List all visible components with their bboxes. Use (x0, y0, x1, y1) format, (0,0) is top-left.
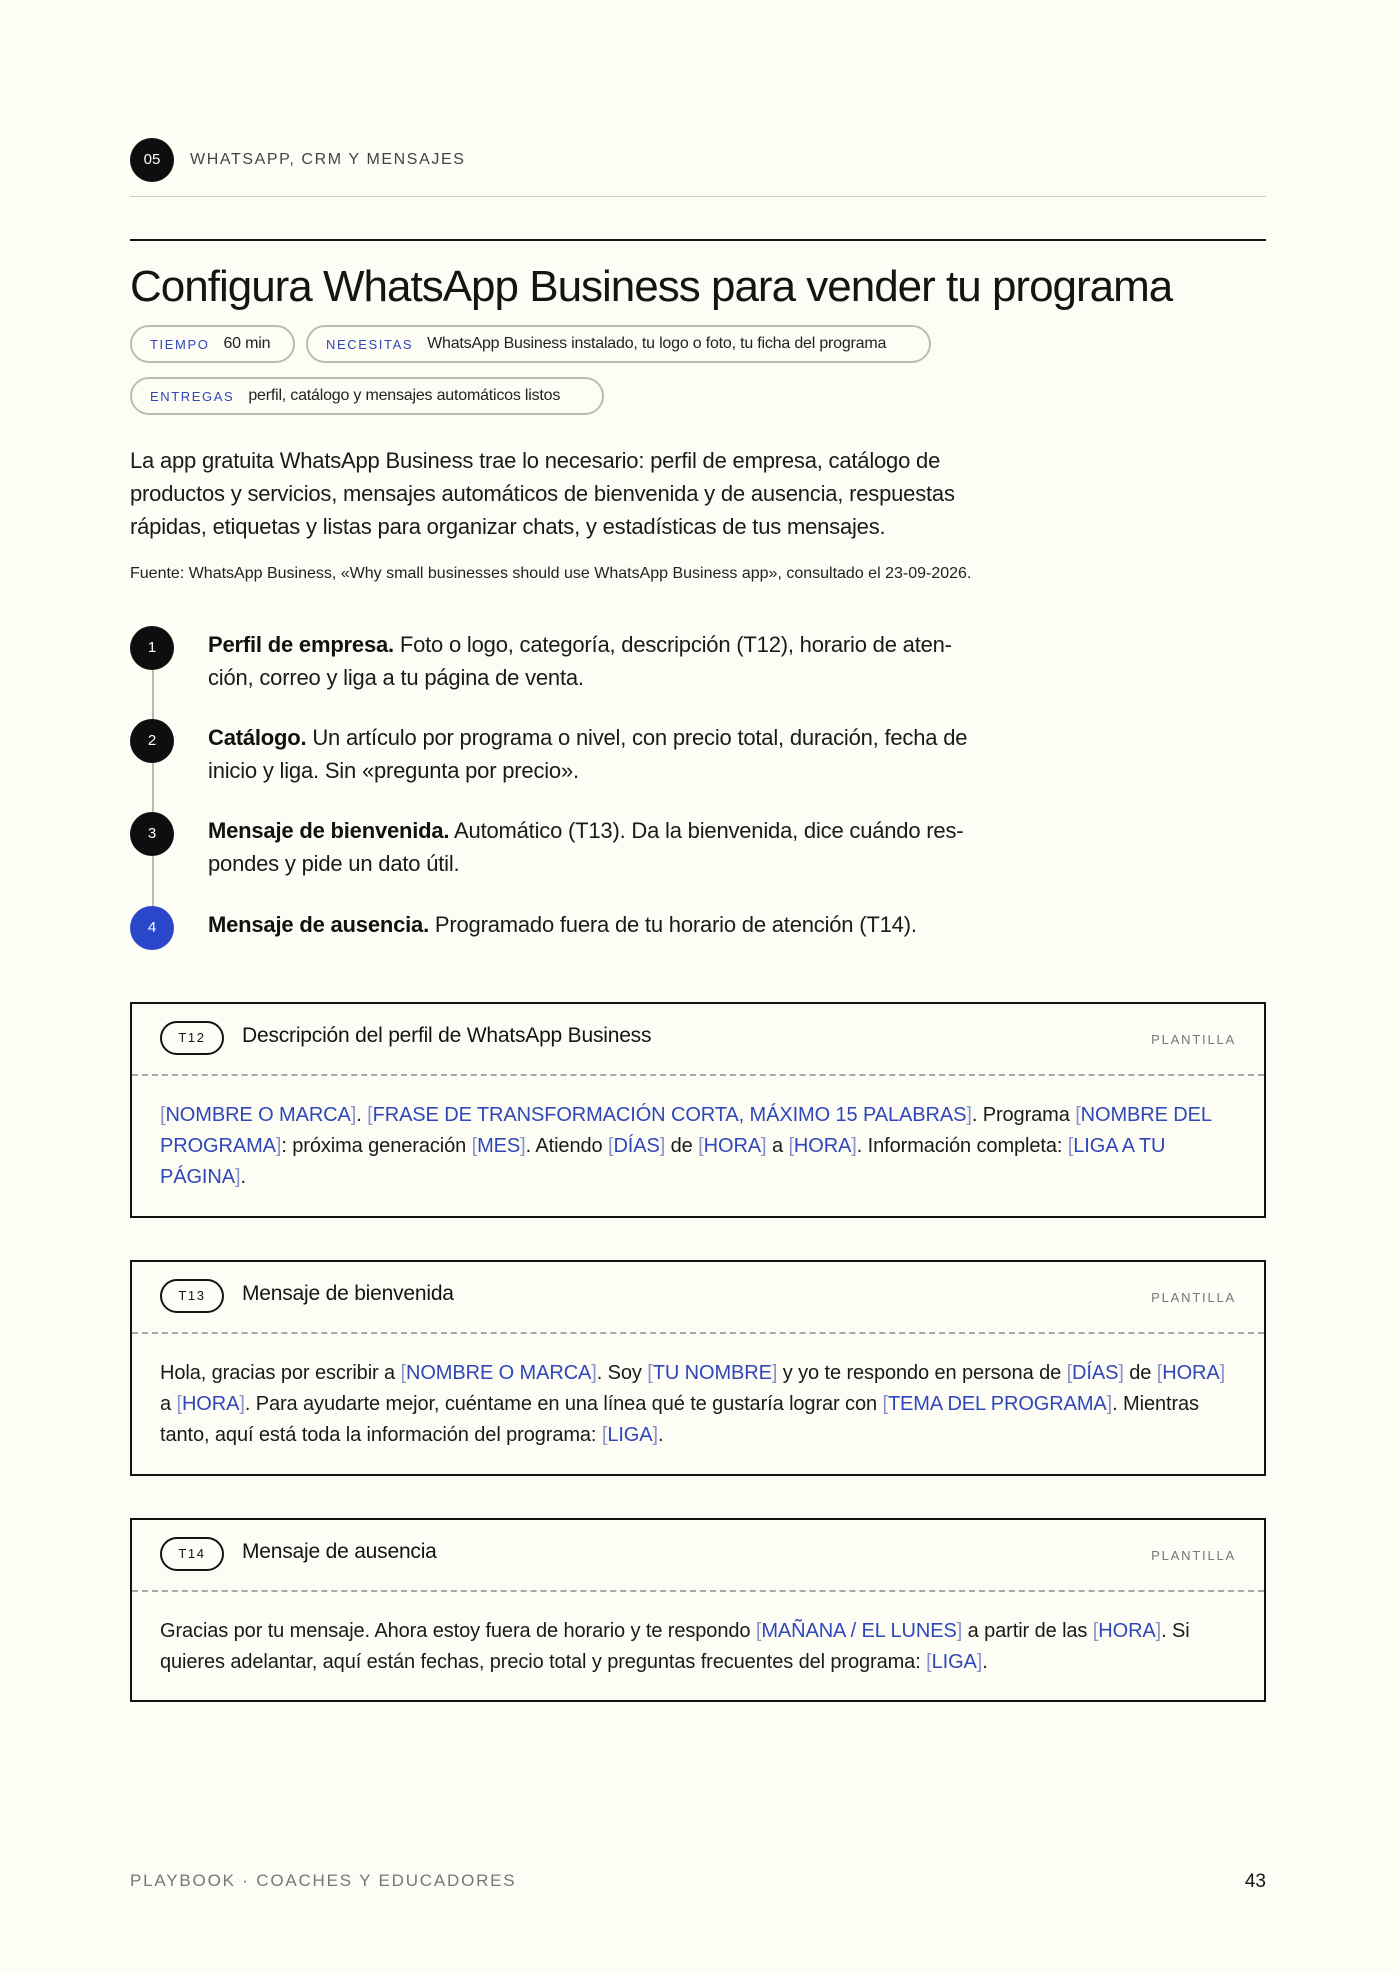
step-title: Perfil de empresa. (208, 632, 394, 657)
template-text: a (766, 1135, 789, 1157)
placeholder: [FRASE DE TRANSFORMACIÓN CORTA, MÁXIMO 15 PALABRAS] (367, 1104, 972, 1126)
section-header (130, 138, 1266, 197)
template-text: de (1123, 1362, 1157, 1384)
template-box-t12 (130, 1002, 1266, 1218)
template-text: Gracias por tu mensaje. Ahora estoy fuera de horario y te respondo (160, 1620, 756, 1642)
page-number: 43 (1244, 1871, 1266, 1892)
template-text: . Si quieres adelantar, aquí están fechas, precio total y preguntas frecuentes del programa: (160, 1620, 1190, 1673)
placeholder: [TEMA DEL PROGRAMA] (882, 1393, 1113, 1415)
step-text (208, 814, 990, 880)
template-body (132, 1334, 1264, 1451)
step-description: Programado fuera de tu horario de atención (T14). (429, 912, 917, 937)
template-text: . (356, 1104, 368, 1126)
step-text (208, 908, 990, 941)
step-number: 3 (130, 812, 174, 856)
meta-value: perfil, catálogo y mensajes automáticos listos (248, 387, 561, 404)
step-number: 4 (130, 906, 174, 950)
template-text: . Para ayudarte mejor, cuéntame en una línea qué te gustaría lograr con (244, 1393, 883, 1415)
template-body (132, 1076, 1264, 1193)
placeholder: [HORA] (1092, 1620, 1162, 1642)
intro-paragraph: La app gratuita WhatsApp Business trae lo necesario: perfil de empresa, catálogo de productos y servicios, mensajes automáticos de bienvenida y de ausencia, respuestas rápidas, etiquetas y listas para organizar chats, y estadísticas de tus mensajes. (130, 448, 955, 539)
placeholder: [DÍAS] (607, 1135, 666, 1157)
step-description: Foto o logo, categoría, descripción (T12), horario de aten-ción, correo y liga a tu página de venta. (208, 632, 952, 690)
template-text: . (982, 1651, 988, 1673)
template-title: Mensaje de bienvenida (242, 1282, 454, 1305)
placeholder: [NOMBRE O MARCA] (160, 1104, 357, 1126)
placeholder: [HORA] (176, 1393, 245, 1415)
step-title: Mensaje de bienvenida. (208, 818, 450, 843)
placeholder: [HORA] (1156, 1362, 1226, 1384)
placeholder: [TU NOMBRE] (647, 1362, 778, 1384)
step-number: 2 (130, 719, 174, 763)
footer-label: PLAYBOOK · COACHES Y EDUCADORES (130, 1871, 517, 1890)
template-title: Mensaje de ausencia (242, 1540, 437, 1563)
template-tag: PLANTILLA (1151, 1548, 1236, 1563)
step-description: Un artículo por programa o nivel, con precio total, duración, fecha de inicio y liga. Sin «pregunta por precio». (208, 725, 968, 783)
template-body (132, 1592, 1264, 1678)
placeholder: [LIGA] (926, 1651, 983, 1673)
template-text: Hola, gracias por escribir a (160, 1362, 401, 1384)
template-text: y yo te respondo en persona de (777, 1362, 1067, 1384)
template-header (132, 1520, 1264, 1592)
step-title: Mensaje de ausencia. (208, 912, 429, 937)
placeholder: [NOMBRE DEL PROGRAMA] (160, 1104, 1212, 1157)
template-text: . Atiendo (525, 1135, 608, 1157)
template-box-t13 (130, 1260, 1266, 1476)
template-box-t14 (130, 1518, 1266, 1702)
template-code: T13 (160, 1279, 224, 1313)
meta-pill-tiempo (130, 325, 295, 363)
step-title: Catálogo. (208, 725, 307, 750)
meta-pill-entregas (130, 377, 604, 415)
placeholder: [HORA] (698, 1135, 767, 1157)
template-text: . (657, 1424, 664, 1446)
step-text (208, 721, 990, 787)
template-text: . Información completa: (856, 1135, 1068, 1157)
divider (130, 239, 1266, 241)
section-number-badge: 05 (130, 138, 174, 182)
template-text: de (665, 1135, 699, 1157)
page-title: Configura WhatsApp Business para vender tu programa (130, 262, 1173, 311)
step-text (208, 628, 990, 694)
template-code: T12 (160, 1021, 224, 1055)
placeholder: [DÍAS] (1066, 1362, 1124, 1384)
template-header (132, 1262, 1264, 1334)
placeholder: [HORA] (788, 1135, 857, 1157)
source-note: Fuente: WhatsApp Business, «Why small businesses should use WhatsApp Business app», consultado el 23-09-2026. (130, 565, 972, 582)
template-text: a (160, 1393, 177, 1415)
template-code: T14 (160, 1537, 224, 1571)
template-tag: PLANTILLA (1151, 1032, 1236, 1047)
template-text: : próxima generación (281, 1135, 472, 1157)
meta-label: ENTREGAS (150, 388, 235, 404)
template-text: a partir de las (962, 1620, 1093, 1642)
step-number: 1 (130, 626, 174, 670)
meta-label: NECESITAS (326, 336, 414, 352)
meta-value: WhatsApp Business instalado, tu logo o foto, tu ficha del programa (427, 335, 887, 352)
template-text: . Mientras tanto, aquí está toda la información del programa: (160, 1393, 1199, 1446)
placeholder: [MAÑANA / EL LUNES] (755, 1620, 963, 1642)
template-tag: PLANTILLA (1151, 1290, 1236, 1305)
placeholder: [MES] (471, 1135, 526, 1157)
meta-pill-necesitas (306, 325, 931, 363)
meta-label: TIEMPO (150, 336, 210, 352)
placeholder: [LIGA A TU PÁGINA] (160, 1135, 1166, 1188)
meta-value: 60 min (223, 335, 271, 352)
template-header (132, 1004, 1264, 1076)
placeholder: [NOMBRE O MARCA] (400, 1362, 597, 1384)
template-text: . Programa (971, 1104, 1076, 1126)
steps-connector (152, 650, 154, 930)
step-description: Automático (T13). Da la bienvenida, dice cuándo res-pondes y pide un dato útil. (208, 818, 964, 876)
template-title: Descripción del perfil de WhatsApp Business (242, 1024, 652, 1047)
placeholder: [LIGA] (601, 1424, 658, 1446)
template-text: . Soy (596, 1362, 648, 1384)
section-title: WHATSAPP, CRM Y MENSAJES (190, 151, 466, 168)
template-text: . (240, 1166, 246, 1188)
